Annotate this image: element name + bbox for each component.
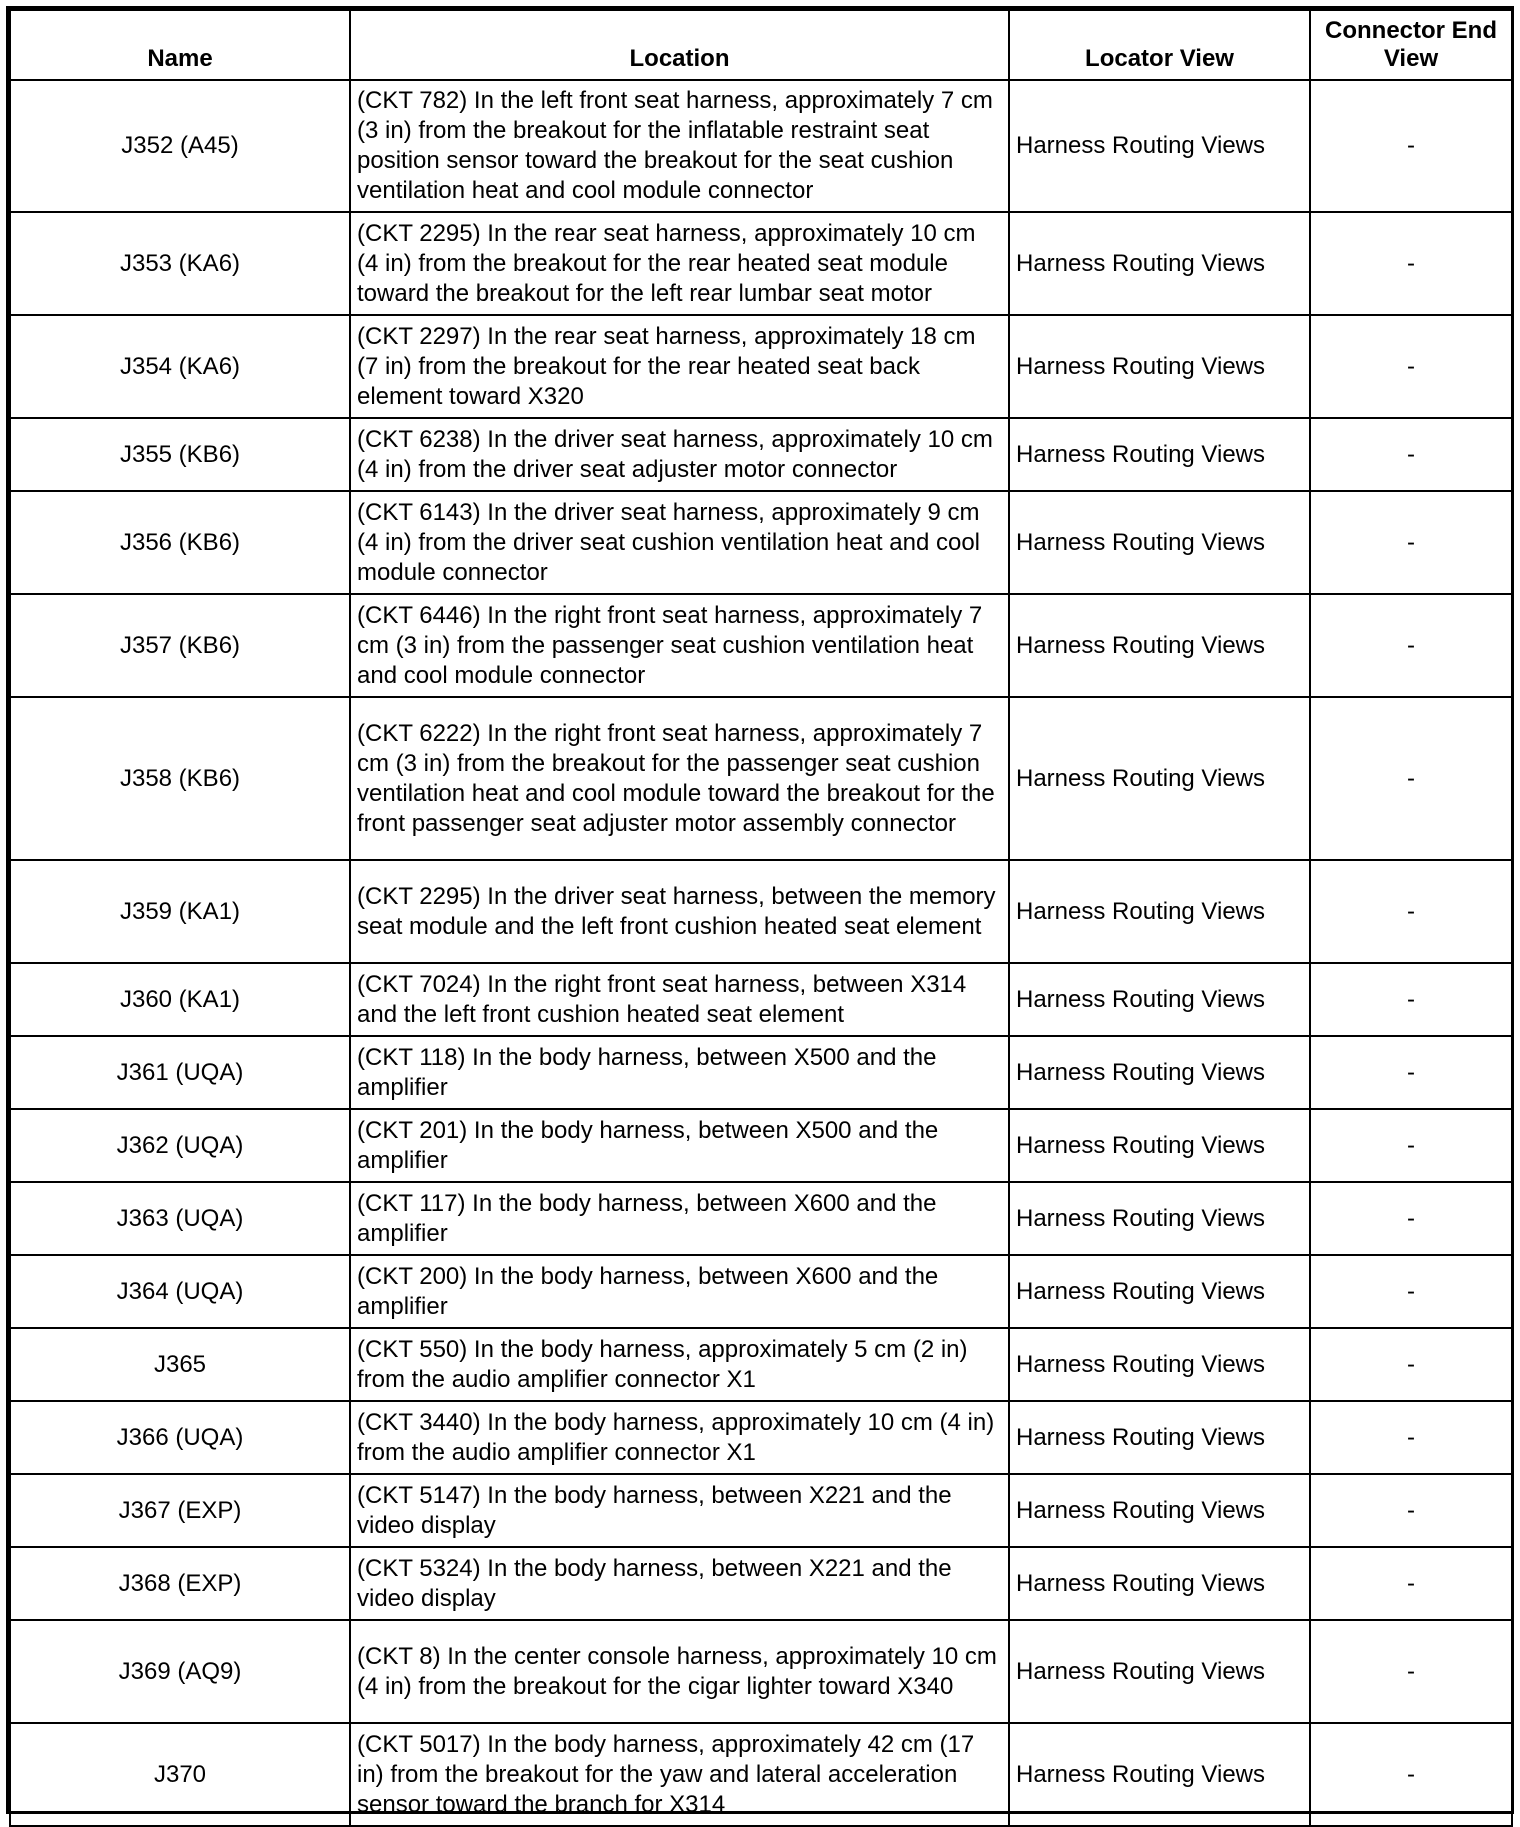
connector-end-view: - (1310, 860, 1512, 963)
locator-view-link[interactable]: Harness Routing Views (1009, 1723, 1310, 1826)
locator-view-link[interactable]: Harness Routing Views (1009, 697, 1310, 860)
table-row (10, 1474, 1512, 1547)
header-name: Name (10, 10, 350, 80)
locator-view-link[interactable]: Harness Routing Views (1009, 80, 1310, 212)
locator-view-link[interactable]: Harness Routing Views (1009, 860, 1310, 963)
locator-view-link[interactable]: Harness Routing Views (1009, 1474, 1310, 1547)
splice-name: J361 (UQA) (10, 1036, 350, 1109)
table-row (10, 491, 1512, 594)
header-connector-end-view: Connector End View (1310, 10, 1512, 80)
table-row (10, 1036, 1512, 1109)
connector-end-view: - (1310, 1255, 1512, 1328)
splice-name: J359 (KA1) (10, 860, 350, 963)
splice-location: (CKT 7024) In the right front seat harness, between X314 and the left front cushion heated seat element (350, 963, 1009, 1036)
connector-end-view: - (1310, 1036, 1512, 1109)
table-row (10, 212, 1512, 315)
connector-end-view: - (1310, 1401, 1512, 1474)
connector-end-view: - (1310, 963, 1512, 1036)
splice-name: J358 (KB6) (10, 697, 350, 860)
splice-name: J362 (UQA) (10, 1109, 350, 1182)
splice-location: (CKT 6143) In the driver seat harness, approximately 9 cm (4 in) from the driver seat cushion ventilation heat and cool module connector (350, 491, 1009, 594)
locator-view-link[interactable]: Harness Routing Views (1009, 315, 1310, 418)
splice-location: (CKT 6446) In the right front seat harness, approximately 7 cm (3 in) from the passenger seat cushion ventilation heat and cool module connector (350, 594, 1009, 697)
locator-view-link[interactable]: Harness Routing Views (1009, 1182, 1310, 1255)
table-row (10, 80, 1512, 212)
splice-location: (CKT 6222) In the right front seat harness, approximately 7 cm (3 in) from the breakout for the passenger seat cushion ventilation heat and cool module toward the breakout for the front passenger seat adjuster motor assembly connector (350, 697, 1009, 860)
locator-view-link[interactable]: Harness Routing Views (1009, 1547, 1310, 1620)
splice-location: (CKT 5147) In the body harness, between X221 and the video display (350, 1474, 1009, 1547)
splice-name: J353 (KA6) (10, 212, 350, 315)
splice-location: (CKT 201) In the body harness, between X500 and the amplifier (350, 1109, 1009, 1182)
locator-view-link[interactable]: Harness Routing Views (1009, 1036, 1310, 1109)
header-locator-view: Locator View (1009, 10, 1310, 80)
splice-location: (CKT 3440) In the body harness, approximately 10 cm (4 in) from the audio amplifier connector X1 (350, 1401, 1009, 1474)
connector-end-view: - (1310, 315, 1512, 418)
header-row (10, 10, 1512, 80)
connector-end-view: - (1310, 1474, 1512, 1547)
header-location: Location (350, 10, 1009, 80)
table-row (10, 1620, 1512, 1723)
splice-location: (CKT 118) In the body harness, between X500 and the amplifier (350, 1036, 1009, 1109)
locator-view-link[interactable]: Harness Routing Views (1009, 418, 1310, 491)
locator-view-link[interactable]: Harness Routing Views (1009, 594, 1310, 697)
table-row (10, 1109, 1512, 1182)
connector-end-view: - (1310, 80, 1512, 212)
splice-location: (CKT 550) In the body harness, approximately 5 cm (2 in) from the audio amplifier connector X1 (350, 1328, 1009, 1401)
connector-end-view: - (1310, 1109, 1512, 1182)
locator-view-link[interactable]: Harness Routing Views (1009, 1109, 1310, 1182)
connector-end-view: - (1310, 1328, 1512, 1401)
table-row (10, 315, 1512, 418)
table-row (10, 1328, 1512, 1401)
table-row (10, 963, 1512, 1036)
locator-view-link[interactable]: Harness Routing Views (1009, 491, 1310, 594)
locator-view-link[interactable]: Harness Routing Views (1009, 212, 1310, 315)
splice-name: J370 (10, 1723, 350, 1826)
connector-end-view: - (1310, 594, 1512, 697)
splice-name: J354 (KA6) (10, 315, 350, 418)
splice-location: (CKT 2295) In the rear seat harness, approximately 10 cm (4 in) from the breakout for the rear heated seat module toward the breakout for the left rear lumbar seat motor (350, 212, 1009, 315)
table-row (10, 1182, 1512, 1255)
table-row (10, 1255, 1512, 1328)
table-row (10, 418, 1512, 491)
connector-end-view: - (1310, 1182, 1512, 1255)
connector-end-view: - (1310, 1723, 1512, 1826)
table-row (10, 697, 1512, 860)
splice-location: (CKT 200) In the body harness, between X600 and the amplifier (350, 1255, 1009, 1328)
splice-name: J369 (AQ9) (10, 1620, 350, 1723)
splice-name: J366 (UQA) (10, 1401, 350, 1474)
splice-name: J363 (UQA) (10, 1182, 350, 1255)
locator-view-link[interactable]: Harness Routing Views (1009, 1401, 1310, 1474)
splice-name: J367 (EXP) (10, 1474, 350, 1547)
locator-view-link[interactable]: Harness Routing Views (1009, 1620, 1310, 1723)
splice-location: (CKT 782) In the left front seat harness, approximately 7 cm (3 in) from the breakout for the inflatable restraint seat position sensor toward the breakout for the seat cushion ventilation heat and cool module connector (350, 80, 1009, 212)
splice-location: (CKT 2295) In the driver seat harness, between the memory seat module and the left front cushion heated seat element (350, 860, 1009, 963)
splice-name: J365 (10, 1328, 350, 1401)
locator-view-link[interactable]: Harness Routing Views (1009, 1328, 1310, 1401)
splice-location: (CKT 5017) In the body harness, approximately 42 cm (17 in) from the breakout for the yaw and lateral acceleration sensor toward the branch for X314 (350, 1723, 1009, 1826)
connector-end-view: - (1310, 418, 1512, 491)
splice-location-table (9, 9, 1513, 1827)
locator-view-link[interactable]: Harness Routing Views (1009, 963, 1310, 1036)
connector-end-view: - (1310, 491, 1512, 594)
locator-view-link[interactable]: Harness Routing Views (1009, 1255, 1310, 1328)
connector-end-view: - (1310, 1620, 1512, 1723)
splice-name: J364 (UQA) (10, 1255, 350, 1328)
table-row (10, 1547, 1512, 1620)
connector-end-view: - (1310, 212, 1512, 315)
splice-location: (CKT 117) In the body harness, between X600 and the amplifier (350, 1182, 1009, 1255)
table-row (10, 860, 1512, 963)
splice-name: J360 (KA1) (10, 963, 350, 1036)
table-row (10, 1401, 1512, 1474)
connector-end-view: - (1310, 1547, 1512, 1620)
connector-end-view: - (1310, 697, 1512, 860)
splice-name: J352 (A45) (10, 80, 350, 212)
splice-name: J357 (KB6) (10, 594, 350, 697)
splice-name: J368 (EXP) (10, 1547, 350, 1620)
splice-location: (CKT 5324) In the body harness, between X221 and the video display (350, 1547, 1009, 1620)
splice-name: J356 (KB6) (10, 491, 350, 594)
table-row (10, 1723, 1512, 1826)
splice-name: J355 (KB6) (10, 418, 350, 491)
splice-location: (CKT 6238) In the driver seat harness, approximately 10 cm (4 in) from the driver seat adjuster motor connector (350, 418, 1009, 491)
splice-location: (CKT 8) In the center console harness, approximately 10 cm (4 in) from the breakout for the cigar lighter toward X340 (350, 1620, 1009, 1723)
table-row (10, 594, 1512, 697)
splice-location: (CKT 2297) In the rear seat harness, approximately 18 cm (7 in) from the breakout for the rear heated seat back element toward X320 (350, 315, 1009, 418)
